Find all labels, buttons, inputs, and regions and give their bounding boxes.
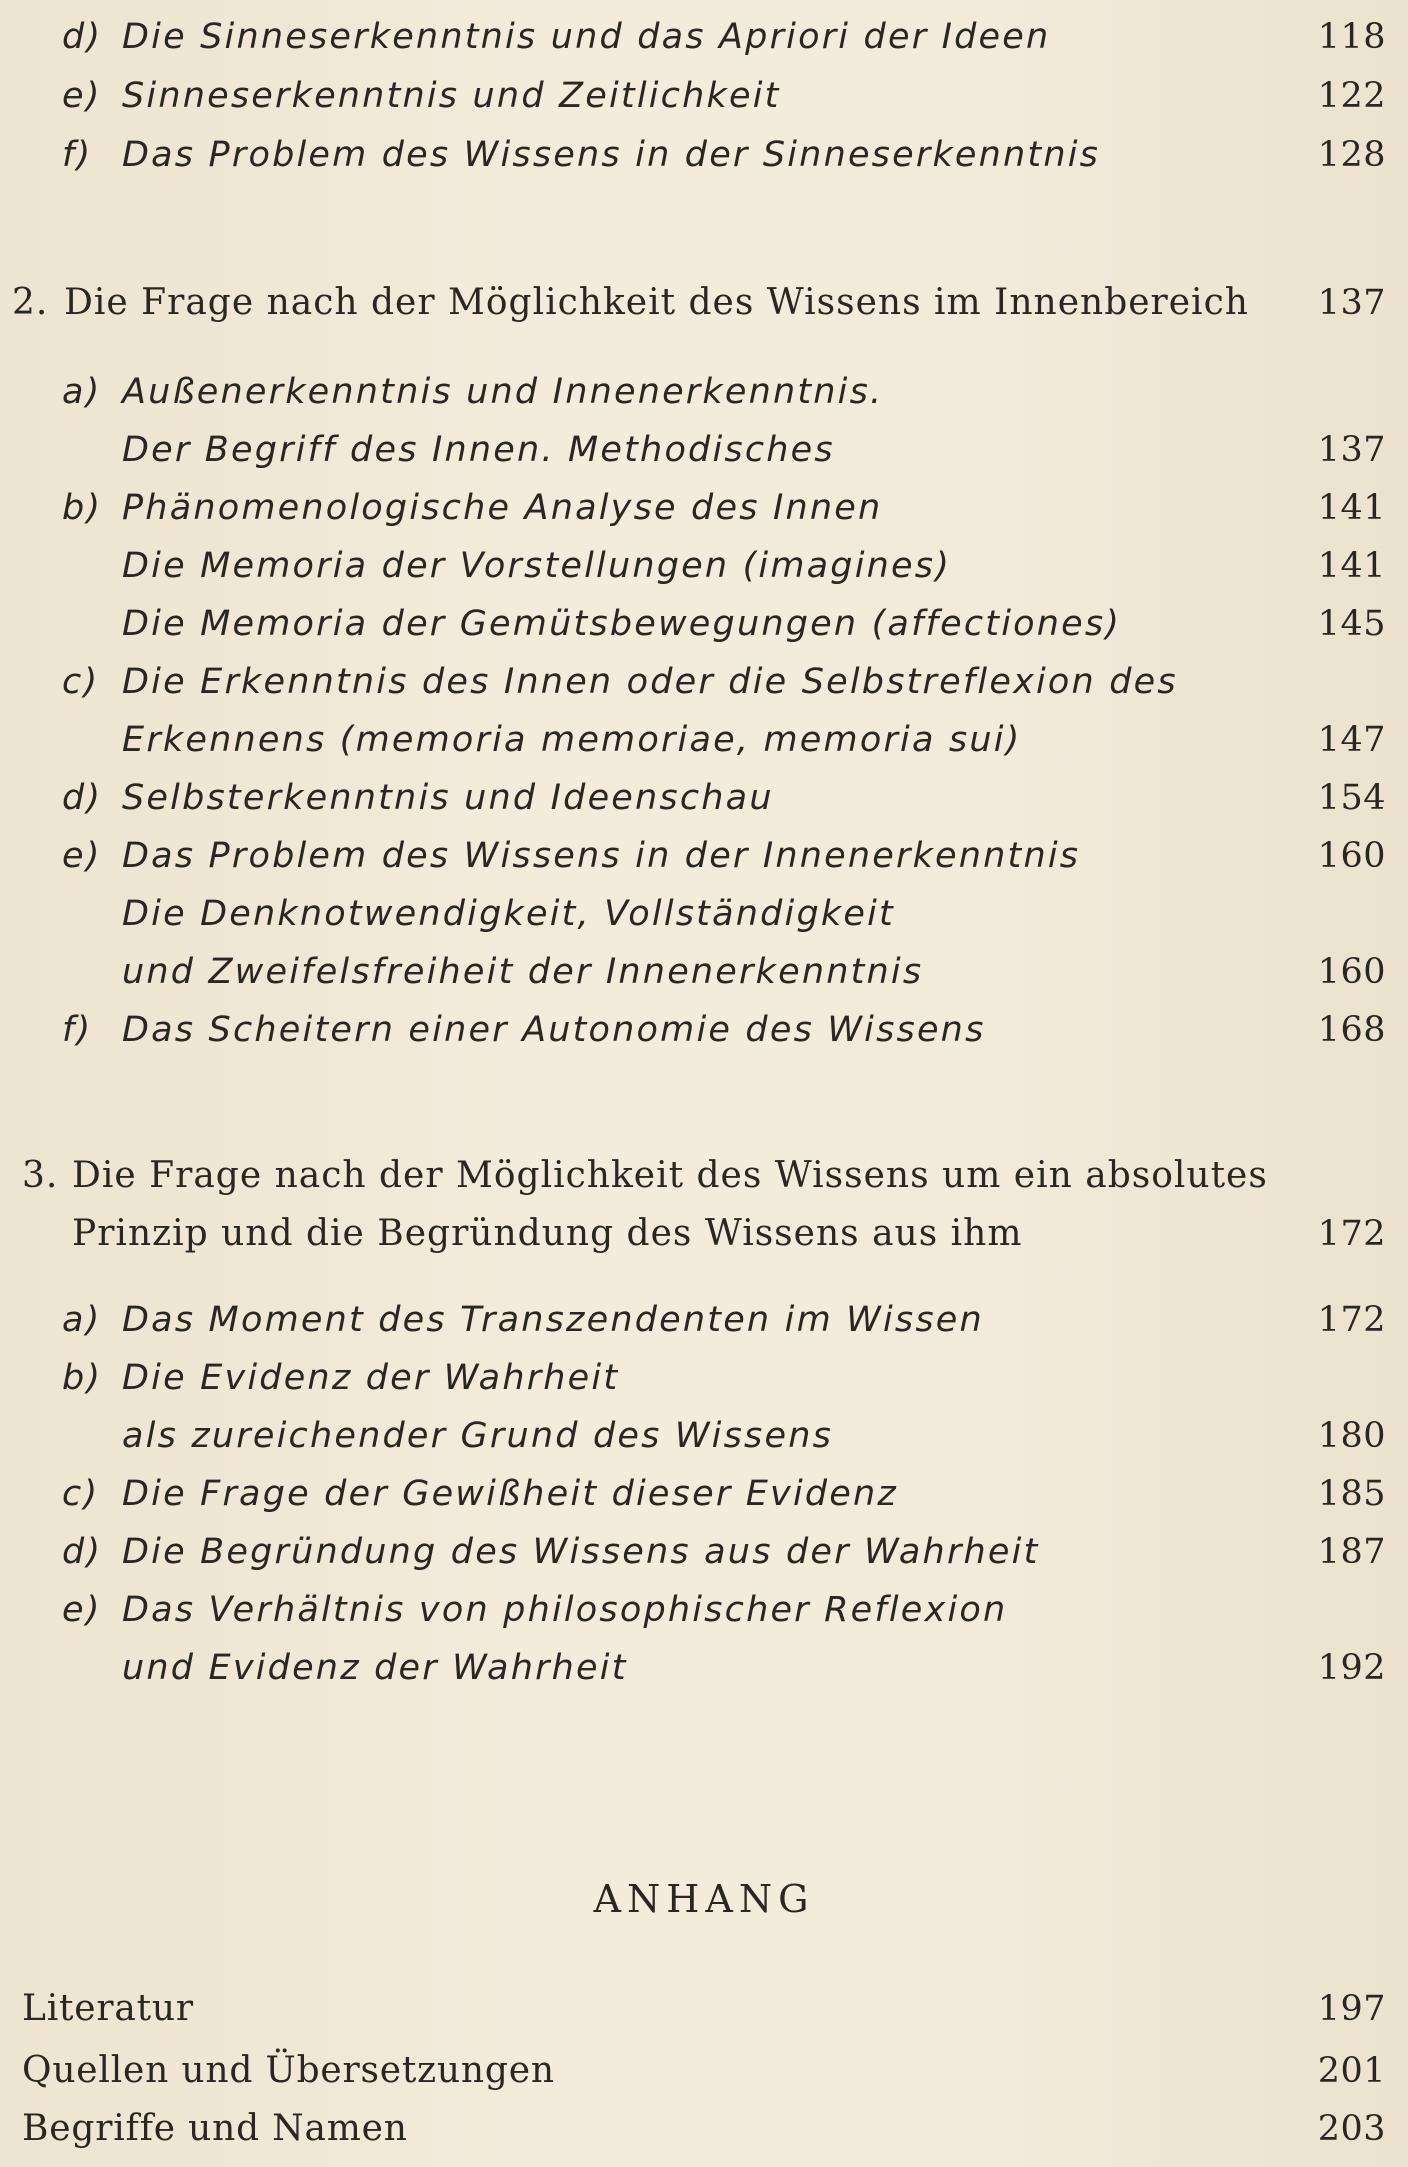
entry-title: Das Scheitern einer Autonomie des Wissens <box>122 1010 986 1050</box>
entry-title: Die Denknotwendigkeit, Vollständigkeit <box>122 894 895 934</box>
entry-page: 172 <box>1317 1300 1386 1340</box>
toc-entry <box>0 711 1408 769</box>
toc-entry <box>0 1407 1408 1465</box>
entry-letter: b) <box>62 1358 103 1398</box>
entry-title: Das Verhältnis von philosophischer Reflexion <box>122 1590 1008 1630</box>
entry-letter: c) <box>62 1474 100 1514</box>
appendix-item <box>0 1980 1408 2038</box>
appendix-item-page: 203 <box>1317 2109 1386 2149</box>
toc-entry <box>0 67 1408 125</box>
entry-page: 192 <box>1317 1648 1386 1688</box>
section-number: 2. <box>12 282 49 323</box>
entry-letter: f) <box>62 135 93 175</box>
entry-letter: a) <box>62 1300 102 1340</box>
toc-entry <box>0 1291 1408 1349</box>
entry-page: 118 <box>1317 17 1386 57</box>
entry-title: Das Problem des Wissens in der Sinneserkenntnis <box>122 135 1101 175</box>
entry-title: Außenerkenntnis und Innenerkenntnis. <box>122 372 884 412</box>
entry-letter: b) <box>62 488 103 528</box>
section-page: 172 <box>1317 1214 1386 1254</box>
entry-title: Erkennens (memoria memoriae, memoria sui) <box>122 720 1022 760</box>
entry-title: Phänomenologische Analyse des Innen <box>122 488 883 528</box>
appendix-item-page: 197 <box>1317 1989 1386 2029</box>
toc-entry <box>0 1523 1408 1581</box>
appendix-item-title: Literatur <box>22 1988 194 2029</box>
toc-entry <box>0 1465 1408 1523</box>
entry-letter: d) <box>62 1532 103 1572</box>
entry-page: 128 <box>1317 135 1386 175</box>
toc-entry <box>0 363 1408 421</box>
toc-entry <box>0 827 1408 885</box>
toc-entry <box>0 126 1408 184</box>
entry-page: 180 <box>1317 1416 1386 1456</box>
appendix-item <box>0 2042 1408 2100</box>
entry-title: Die Memoria der Vorstellungen (imagines) <box>122 546 952 586</box>
entry-letter: e) <box>62 76 102 116</box>
entry-title: Der Begriff des Innen. Methodisches <box>122 430 835 470</box>
entry-page: 122 <box>1317 76 1386 116</box>
entry-title: und Evidenz der Wahrheit <box>122 1648 628 1688</box>
section-number: 3. <box>22 1155 59 1196</box>
entry-letter: e) <box>62 836 102 876</box>
toc-entry <box>0 769 1408 827</box>
entry-page: 141 <box>1317 546 1386 586</box>
toc-entry <box>0 8 1408 66</box>
entry-title: Das Problem des Wissens in der Innenerkenntnis <box>122 836 1081 876</box>
entry-title: Die Evidenz der Wahrheit <box>122 1358 620 1398</box>
entry-page: 185 <box>1317 1474 1386 1514</box>
toc-entry <box>0 537 1408 595</box>
toc-entry <box>0 885 1408 943</box>
toc-entry <box>0 479 1408 537</box>
entry-title: Das Moment des Transzendenten im Wissen <box>122 1300 984 1340</box>
section-title-line2: Prinzip und die Begründung des Wissens aus ihm <box>72 1213 1023 1254</box>
toc-entry <box>0 653 1408 711</box>
appendix-item-page: 201 <box>1317 2051 1386 2091</box>
entry-page: 137 <box>1317 430 1386 470</box>
toc-entry <box>0 943 1408 1001</box>
toc-entry <box>0 1001 1408 1059</box>
toc-entry <box>0 1639 1408 1697</box>
entry-page: 187 <box>1317 1532 1386 1572</box>
appendix-item-title: Quellen und Übersetzungen <box>22 2050 555 2091</box>
entry-title: Die Begründung des Wissens aus der Wahrheit <box>122 1532 1040 1572</box>
section-heading-3 <box>0 1147 1408 1205</box>
entry-page: 154 <box>1317 778 1386 818</box>
section-page: 137 <box>1317 283 1386 323</box>
entry-page: 141 <box>1317 488 1386 528</box>
entry-page: 147 <box>1317 720 1386 760</box>
entry-letter: f) <box>62 1010 93 1050</box>
entry-page: 160 <box>1317 836 1386 876</box>
entry-title: Die Erkenntnis des Innen oder die Selbstreflexion des <box>122 662 1178 702</box>
entry-title: Die Sinneserkenntnis und das Apriori der Ideen <box>122 17 1051 57</box>
entry-title: als zureichender Grund des Wissens <box>122 1416 834 1456</box>
section-title-line1: Die Frage nach der Möglichkeit des Wissens um ein absolutes <box>72 1155 1268 1196</box>
entry-page: 160 <box>1317 952 1386 992</box>
section-title: Die Frage nach der Möglichkeit des Wissens im Innenbereich <box>64 282 1249 323</box>
toc-entry <box>0 1581 1408 1639</box>
entry-letter: d) <box>62 17 103 57</box>
section-heading-2 <box>0 274 1408 332</box>
section-heading-3-continued <box>0 1205 1408 1263</box>
appendix-heading: ANHANG <box>593 1877 815 1921</box>
entry-letter: a) <box>62 372 102 412</box>
entry-title: Selbsterkenntnis und Ideenschau <box>122 778 774 818</box>
toc-entry <box>0 421 1408 479</box>
toc-entry <box>0 595 1408 653</box>
entry-title: Die Frage der Gewißheit dieser Evidenz <box>122 1474 898 1514</box>
entry-letter: c) <box>62 662 100 702</box>
entry-letter: d) <box>62 778 103 818</box>
entry-title: und Zweifelsfreiheit der Innenerkenntnis <box>122 952 924 992</box>
entry-letter: e) <box>62 1590 102 1630</box>
entry-title: Sinneserkenntnis und Zeitlichkeit <box>122 76 781 116</box>
toc-entry <box>0 1349 1408 1407</box>
entry-title: Die Memoria der Gemütsbewegungen (affectiones) <box>122 604 1122 644</box>
appendix-item <box>0 2100 1408 2158</box>
appendix-item-title: Begriffe und Namen <box>22 2108 408 2149</box>
entry-page: 145 <box>1317 604 1386 644</box>
entry-page: 168 <box>1317 1010 1386 1050</box>
